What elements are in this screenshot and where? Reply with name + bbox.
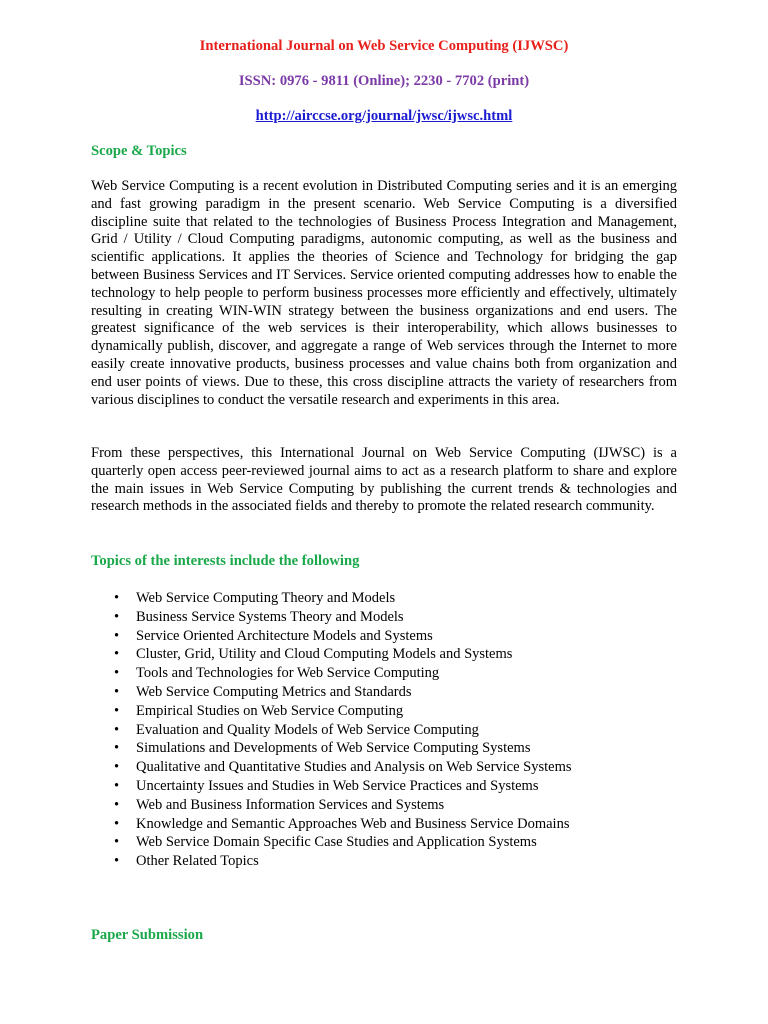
topic-label: Web and Business Information Services and Systems [136,796,445,813]
scope-paragraph-2: From these perspectives, this International Journal on Web Service Computing (IJWSC) is a quarterly open access peer-reviewed journal aims to act as a research platform to share and explore the main issues in Web Service Computing by publishing the current trends & technologies and research methods in the associated fields and thereby to promote the related research community. [91,445,677,515]
topic-label: Tools and Technologies for Web Service Computing [136,665,440,682]
list-item [91,702,572,721]
bullet-icon: • [114,796,120,813]
bullet-icon: • [114,646,120,663]
list-item [91,645,572,664]
scope-paragraph-1: Web Service Computing is a recent evolution in Distributed Computing series and it is an emerging and fast growing paradigm in the present scenario. Web Service Computing is a diversified discipline suite that related to the technologies of Business Process Integration and Management, Grid / Utility / Cloud Computing paradigms, autonomic computing, as well as the business and scientific applications. It applies the theories of Science and Technology for bridging the gap between Business Services and IT Services. Service oriented computing addresses how to enable the technology to help people to perform business processes more efficiently and effectively, ultimately resulting in creating WIN-WIN strategy between the business organizations and end users. The greatest significance of the web services is their interoperability, which allows businesses to dynamically publish, discover, and aggregate a range of Web services through the Internet to more easily create innovative products, business processes and value chains both from organization and end user points of views. Due to these, this cross discipline attracts the variety of researchers from various disciplines to conduct the versatile research and experiments in this area. [91,178,677,408]
topics-heading: Topics of the interests include the following [91,553,360,569]
paper-submission-heading: Paper Submission [91,927,204,943]
list-item [91,815,572,834]
list-item [91,739,572,758]
topic-label: Service Oriented Architecture Models and Systems [136,627,433,644]
bullet-icon: • [114,702,120,719]
list-item [91,683,572,702]
topic-label: Business Service Systems Theory and Models [136,608,404,625]
journal-url-link[interactable]: http://airccse.org/journal/jwsc/ijwsc.html [255,108,513,124]
list-item [91,796,572,815]
list-item [91,852,572,871]
bullet-icon: • [114,665,120,682]
list-item [91,721,572,740]
topics-list [91,589,572,871]
topic-label: Simulations and Developments of Web Service Computing Systems [136,740,531,757]
bullet-icon: • [114,608,120,625]
issn-line: ISSN: 0976 - 9811 (Online); 2230 - 7702 (print) [238,73,530,89]
bullet-icon: • [114,759,120,776]
journal-title: International Journal on Web Service Computing (IJWSC) [199,38,569,54]
bullet-icon: • [114,683,120,700]
topic-label: Web Service Computing Metrics and Standards [136,683,412,700]
topic-label: Empirical Studies on Web Service Computing [136,702,404,719]
topic-label: Other Related Topics [136,853,259,870]
topic-label: Web Service Computing Theory and Models [136,590,396,606]
bullet-icon: • [114,815,120,832]
bullet-icon: • [114,853,120,870]
topic-label: Knowledge and Semantic Approaches Web and Business Service Domains [136,815,570,832]
list-item [91,664,572,683]
bullet-icon: • [114,834,120,851]
bullet-icon: • [114,590,120,606]
list-item [91,627,572,646]
list-item [91,758,572,777]
topic-label: Web Service Domain Specific Case Studies and Application Systems [136,834,537,851]
topic-label: Evaluation and Quality Models of Web Service Computing [136,721,479,738]
list-item [91,589,572,608]
list-item [91,833,572,852]
topic-label: Qualitative and Quantitative Studies and Analysis on Web Service Systems [136,759,572,776]
list-item [91,777,572,796]
bullet-icon: • [114,777,120,794]
bullet-icon: • [114,740,120,757]
topic-label: Cluster, Grid, Utility and Cloud Computing Models and Systems [136,646,513,663]
bullet-icon: • [114,627,120,644]
topic-label: Uncertainty Issues and Studies in Web Service Practices and Systems [136,777,539,794]
bullet-icon: • [114,721,120,738]
list-item [91,608,572,627]
scope-heading: Scope & Topics [91,143,187,159]
